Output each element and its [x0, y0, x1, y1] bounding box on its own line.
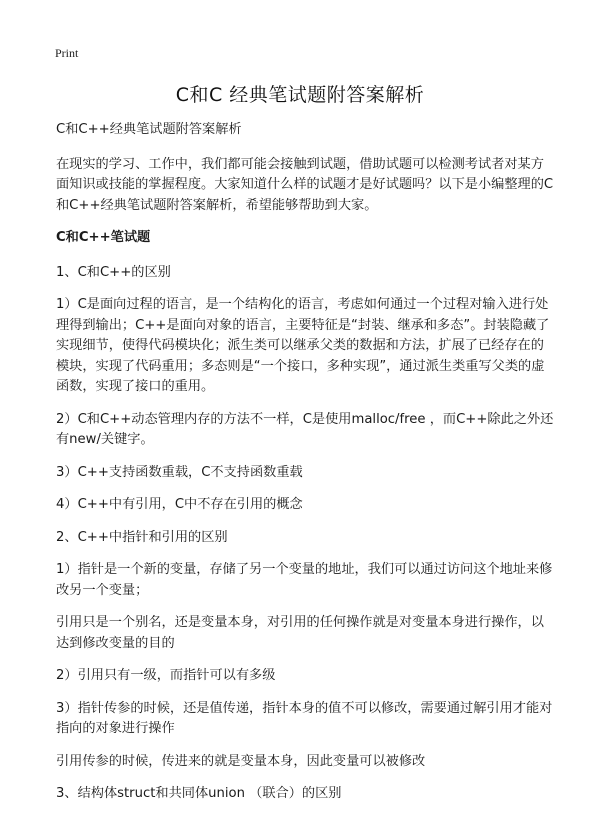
- question-2-point-4: 3）指针传参的时候，还是值传递，指针本身的值不可以修改，需要通过解引用才能对指向的对象进行操作: [56, 700, 553, 736]
- question-1-point-2: 2）C和C++动态管理内存的方法不一样，C是使用malloc/free ，而C++除此之外还有new/关键字。: [56, 411, 554, 447]
- question-2-point-2: 引用只是一个别名，还是变量本身，对引用的任何操作就是对变量本身进行操作，以达到修改变量的目的: [56, 615, 544, 651]
- question-2-point-3: 2）引用只有一级，而指针可以有多级: [56, 668, 276, 683]
- question-3-heading: 3、结构体struct和共同体union （联合）的区别: [56, 786, 342, 801]
- question-2-point-1: 1）指针是一个新的变量，存储了另一个变量的地址，我们可以通过访问这个地址来修改另一个变量；: [56, 562, 553, 598]
- article-body: [56, 120, 556, 817]
- intro-paragraph: 在现实的学习、工作中，我们都可能会接触到试题，借助试题可以检测考试者对某方面知识或技能的掌握程度。大家知道什么样的试题才是好试题吗？以下是小编整理的C和C++经典笔试题附答案解析，希望能够帮助到大家。: [56, 156, 554, 213]
- question-2-heading: 2、C++中指针和引用的区别: [56, 529, 228, 545]
- question-2-point-5: 引用传参的时候，传进来的就是变量本身，因此变量可以被修改: [56, 753, 426, 769]
- question-1-point-1: 1）C是面向过程的语言，是一个结构化的语言，考虑如何通过一个过程对输入进行处理得到输出；C++是面向对象的语言，主要特征是“封装、继承和多态”。封装隐藏了实现细节，使得代码模块化；派生类可以继承父类的数据和方法，扩展了已经存在的模块，实现了代码重用；多态则是“一个接口，多种实现”，通过派生类重写父类的虚函数，实现了接口的重用。: [56, 297, 550, 394]
- print-label: Print: [55, 46, 79, 60]
- question-1-point-4: 4）C++中有引用，C中不存在引用的概念: [56, 497, 303, 512]
- question-1-heading: 1、C和C++的区别: [56, 264, 171, 280]
- page-title: C和C 经典笔试题附答案解析: [175, 84, 425, 106]
- question-1-point-3: 3）C++支持函数重载，C不支持函数重载: [56, 464, 303, 480]
- article-subtitle: C和C++经典笔试题附答案解析: [56, 122, 242, 137]
- section-heading: C和C++笔试题: [56, 230, 151, 245]
